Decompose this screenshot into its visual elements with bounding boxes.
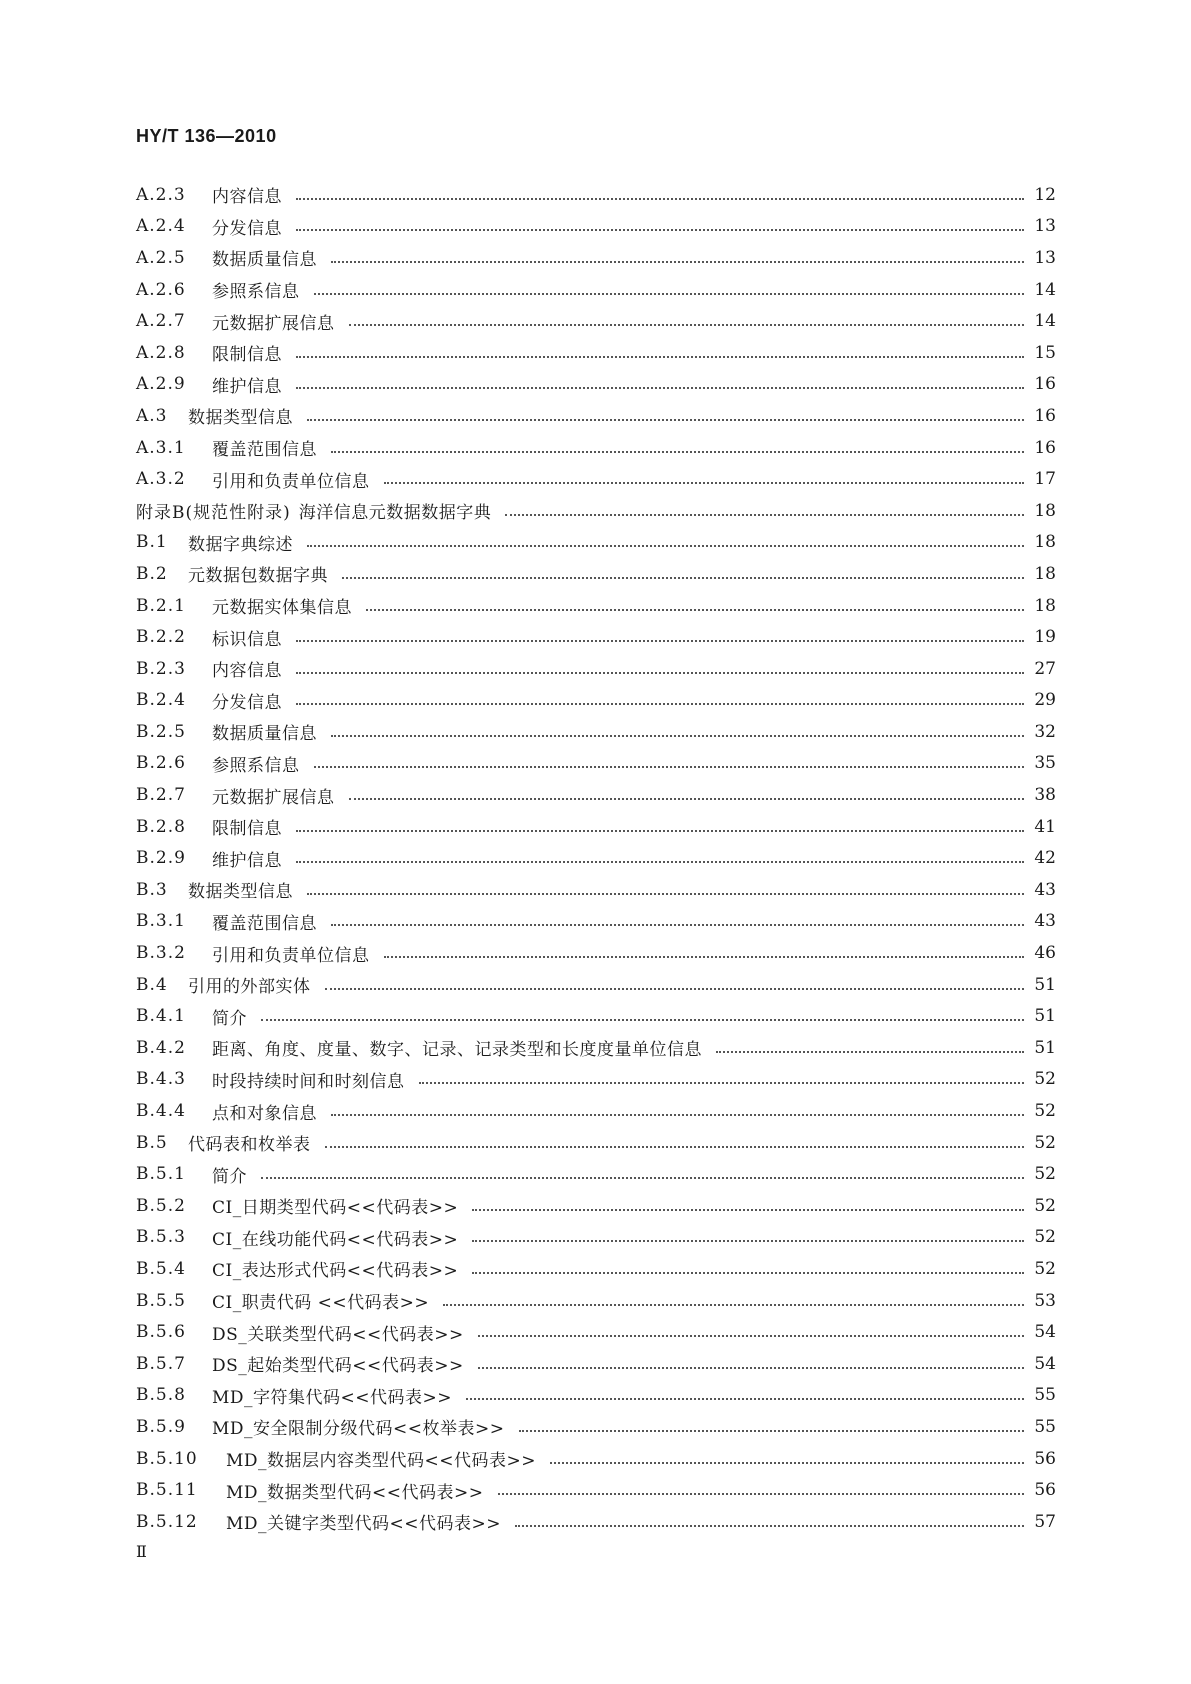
toc-leader-dots [307,545,1024,547]
toc-entry-title: MD_关键字类型代码<<代码表>> [226,1514,502,1535]
toc-entry-page: 14 [1034,311,1056,332]
toc-entry[interactable] [136,1285,1056,1317]
toc-entry[interactable] [136,811,1056,843]
toc-entry-number: B.5.8 [136,1385,186,1406]
toc-leader-dots [331,735,1024,737]
toc-leader-dots [519,1430,1024,1432]
toc-entry-number: B.2.9 [136,848,186,869]
page-header-standard-code: HY/T 136—2010 [136,126,277,146]
toc-leader-dots [716,1051,1024,1053]
toc-entry[interactable] [136,369,1056,401]
toc-entry-number: B.3.1 [136,911,186,932]
table-of-contents [136,179,1056,1538]
toc-entry-page: 43 [1034,879,1056,900]
toc-leader-dots [478,1367,1024,1369]
toc-entry-number: B.2.2 [136,627,186,648]
toc-leader-dots [498,1493,1024,1495]
toc-entry-title: MD_安全限制分级代码<<枚举表>> [212,1419,505,1440]
toc-leader-dots [478,1335,1024,1337]
toc-entry[interactable] [136,1222,1056,1254]
toc-entry-number: B.4.1 [136,1006,186,1027]
toc-entry-number: B.4.4 [136,1101,186,1122]
toc-entry-title: 参照系信息 [212,282,300,303]
toc-entry[interactable] [136,1000,1056,1032]
toc-entry[interactable] [136,716,1056,748]
toc-entry-page: 52 [1034,1069,1056,1090]
toc-leader-dots [261,1177,1024,1179]
toc-entry-page: 14 [1034,279,1056,300]
toc-entry-number: B.2.1 [136,595,186,616]
toc-entry-title: DS_关联类型代码<<代码表>> [212,1324,464,1345]
toc-leader-dots [296,387,1024,389]
toc-leader-dots [349,798,1025,800]
toc-entry-number: B.5.1 [136,1164,186,1185]
toc-entry-page: 16 [1034,405,1056,426]
toc-entry-title: 数据质量信息 [212,250,317,271]
toc-entry-title: 分发信息 [212,692,282,713]
toc-entry[interactable] [136,969,1056,1001]
toc-leader-dots [331,1114,1024,1116]
toc-leader-dots [307,419,1024,421]
toc-entry-page: 52 [1034,1164,1056,1185]
toc-entry-title: MD_字符集代码<<代码表>> [212,1387,453,1408]
toc-entry-number: B.5.2 [136,1195,186,1216]
toc-entry-number: A.2.8 [136,342,186,363]
toc-leader-dots [384,956,1025,958]
toc-entry-title: 参照系信息 [212,755,300,776]
toc-entry-number: A.2.5 [136,247,186,268]
toc-entry[interactable] [136,779,1056,811]
toc-entry-title: 元数据扩展信息 [212,313,335,334]
toc-entry[interactable] [136,1506,1056,1538]
toc-entry-page: 55 [1034,1416,1056,1437]
toc-entry-title: 覆盖范围信息 [212,440,317,461]
toc-leader-dots [472,1209,1024,1211]
toc-entry-page: 57 [1034,1511,1056,1532]
toc-entry-number: A.2.4 [136,216,186,237]
toc-entry-page: 17 [1034,469,1056,490]
toc-leader-dots [550,1462,1024,1464]
toc-entry-title: 简介 [212,1008,247,1029]
toc-entry-page: 53 [1034,1290,1056,1311]
toc-entry[interactable] [136,906,1056,938]
toc-leader-dots [384,482,1025,484]
toc-entry[interactable] [136,1411,1056,1443]
toc-leader-dots [466,1398,1024,1400]
toc-entry-title: 元数据扩展信息 [212,787,335,808]
toc-entry[interactable] [136,305,1056,337]
toc-entry-number: B.5.6 [136,1322,186,1343]
toc-entry-page: 46 [1034,943,1056,964]
toc-entry-title: 覆盖范围信息 [212,913,317,934]
toc-leader-dots [325,988,1025,990]
toc-leader-dots [472,1240,1024,1242]
toc-entry-number: B.2.7 [136,785,186,806]
toc-leader-dots [366,609,1024,611]
toc-entry-number: 附录B(规范性附录) [136,503,291,524]
toc-entry-page: 27 [1034,658,1056,679]
toc-entry-page: 42 [1034,848,1056,869]
toc-entry-page: 12 [1034,184,1056,205]
toc-entry-number: B.5.11 [136,1480,198,1501]
toc-leader-dots [296,640,1024,642]
toc-entry-number: A.2.3 [136,184,186,205]
toc-entry-number: B.5.3 [136,1227,186,1248]
toc-entry[interactable] [136,400,1056,432]
toc-entry-number: B.2.8 [136,816,186,837]
toc-entry[interactable] [136,590,1056,622]
toc-entry-title: CI_日期类型代码<<代码表>> [212,1198,459,1219]
toc-entry-title: 引用的外部实体 [188,977,311,998]
toc-entry[interactable] [136,495,1056,527]
toc-entry-number: B.5.9 [136,1416,186,1437]
toc-leader-dots [307,893,1024,895]
toc-entry-page: 29 [1034,690,1056,711]
toc-entry[interactable] [136,1443,1056,1475]
toc-entry-title: 代码表和枚举表 [188,1135,311,1156]
toc-entry[interactable] [136,211,1056,243]
toc-entry[interactable] [136,274,1056,306]
toc-entry-title: 分发信息 [212,218,282,239]
toc-entry-title: 简介 [212,1166,247,1187]
toc-leader-dots [296,672,1024,674]
toc-leader-dots [296,861,1024,863]
toc-entry-number: B.1 [136,532,168,553]
toc-leader-dots [314,766,1025,768]
toc-leader-dots [419,1082,1025,1084]
toc-entry-number: A.3.1 [136,437,186,458]
toc-entry-number: B.2.3 [136,658,186,679]
toc-entry-page: 52 [1034,1132,1056,1153]
toc-entry-page: 55 [1034,1385,1056,1406]
toc-leader-dots [296,703,1024,705]
toc-leader-dots [296,229,1024,231]
toc-entry-page: 56 [1034,1448,1056,1469]
toc-entry-number: B.5 [136,1132,168,1153]
toc-entry-number: B.5.12 [136,1511,198,1532]
page-number: Ⅱ [136,1542,147,1561]
toc-entry-title: 引用和负责单位信息 [212,945,370,966]
toc-entry-page: 38 [1034,785,1056,806]
toc-entry-number: B.2.4 [136,690,186,711]
toc-entry[interactable] [136,1158,1056,1190]
toc-entry-page: 35 [1034,753,1056,774]
toc-entry-page: 13 [1034,247,1056,268]
toc-entry[interactable] [136,558,1056,590]
toc-entry[interactable] [136,1032,1056,1064]
toc-entry-title: 内容信息 [212,661,282,682]
toc-entry-number: B.5.4 [136,1258,186,1279]
toc-entry-page: 51 [1034,1037,1056,1058]
toc-entry-number: A.3 [136,405,168,426]
toc-entry-number: B.4 [136,974,168,995]
toc-entry-title: 点和对象信息 [212,1103,317,1124]
toc-entry-title: CI_职责代码 <<代码表>> [212,1293,430,1314]
toc-entry-number: B.2.5 [136,721,186,742]
toc-entry[interactable] [136,1064,1056,1096]
toc-entry[interactable] [136,1316,1056,1348]
toc-entry[interactable] [136,527,1056,559]
toc-entry-number: B.4.2 [136,1037,186,1058]
toc-entry[interactable] [136,937,1056,969]
toc-entry[interactable] [136,1127,1056,1159]
toc-entry-title: 数据质量信息 [212,724,317,745]
toc-leader-dots [443,1304,1024,1306]
toc-leader-dots [515,1525,1024,1527]
toc-leader-dots [505,514,1024,516]
toc-entry-page: 51 [1034,974,1056,995]
toc-leader-dots [325,1146,1025,1148]
toc-entry-number: B.5.10 [136,1448,198,1469]
toc-entry-title: 距离、角度、度量、数字、记录、记录类型和长度度量单位信息 [212,1040,702,1061]
toc-entry[interactable] [136,337,1056,369]
toc-entry[interactable] [136,1253,1056,1285]
toc-entry-page: 18 [1034,500,1056,521]
toc-entry-page: 18 [1034,563,1056,584]
toc-entry-title: 元数据包数据字典 [188,566,328,587]
toc-entry-number: B.3.2 [136,943,186,964]
toc-entry[interactable] [136,1380,1056,1412]
toc-entry-number: B.5.7 [136,1353,186,1374]
toc-entry-page: 18 [1034,595,1056,616]
toc-entry-page: 56 [1034,1480,1056,1501]
toc-entry[interactable] [136,179,1056,211]
toc-entry-title: 数据字典综述 [188,534,293,555]
toc-entry-number: B.5.5 [136,1290,186,1311]
toc-entry-number: B.2 [136,563,168,584]
toc-leader-dots [296,356,1024,358]
toc-entry-page: 13 [1034,216,1056,237]
toc-entry-page: 51 [1034,1006,1056,1027]
toc-entry-title: 维护信息 [212,376,282,397]
toc-entry[interactable] [136,463,1056,495]
toc-entry-number: A.3.2 [136,469,186,490]
toc-leader-dots [331,261,1024,263]
toc-entry[interactable] [136,242,1056,274]
toc-entry-number: A.2.6 [136,279,186,300]
toc-entry-page: 41 [1034,816,1056,837]
toc-entry-page: 16 [1034,437,1056,458]
toc-entry-number: A.2.7 [136,311,186,332]
toc-entry[interactable] [136,1348,1056,1380]
toc-leader-dots [296,830,1024,832]
toc-entry[interactable] [136,653,1056,685]
toc-entry-title: MD_数据层内容类型代码<<代码表>> [226,1451,537,1472]
toc-entry-title: CI_表达形式代码<<代码表>> [212,1261,459,1282]
toc-entry-title: 内容信息 [212,187,282,208]
toc-entry[interactable] [136,432,1056,464]
toc-entry-page: 18 [1034,532,1056,553]
toc-entry[interactable] [136,748,1056,780]
toc-entry-title: 海洋信息元数据数据字典 [298,503,492,524]
toc-entry-title: 限制信息 [212,345,282,366]
toc-leader-dots [296,198,1024,200]
toc-entry-page: 54 [1034,1353,1056,1374]
toc-entry-title: 数据类型信息 [188,882,293,903]
toc-entry[interactable] [136,685,1056,717]
toc-entry[interactable] [136,621,1056,653]
toc-entry-page: 32 [1034,721,1056,742]
toc-entry-page: 52 [1034,1258,1056,1279]
toc-entry-page: 52 [1034,1195,1056,1216]
toc-leader-dots [331,924,1024,926]
toc-entry-number: B.3 [136,879,168,900]
toc-entry-title: 时段持续时间和时刻信息 [212,1071,405,1092]
toc-entry-number: B.2.6 [136,753,186,774]
toc-entry-number: B.4.3 [136,1069,186,1090]
toc-entry-title: 数据类型信息 [188,408,293,429]
toc-entry-page: 52 [1034,1101,1056,1122]
toc-entry-page: 54 [1034,1322,1056,1343]
toc-leader-dots [331,451,1024,453]
toc-entry[interactable] [136,874,1056,906]
toc-leader-dots [342,577,1024,579]
toc-entry[interactable] [136,1474,1056,1506]
toc-entry-title: MD_数据类型代码<<代码表>> [226,1482,484,1503]
toc-entry-number: A.2.9 [136,374,186,395]
toc-entry-title: 元数据实体集信息 [212,598,352,619]
toc-entry-title: CI_在线功能代码<<代码表>> [212,1229,459,1250]
toc-leader-dots [472,1272,1024,1274]
toc-entry-page: 52 [1034,1227,1056,1248]
toc-entry-page: 16 [1034,374,1056,395]
toc-entry[interactable] [136,842,1056,874]
toc-leader-dots [261,1019,1024,1021]
toc-entry-page: 19 [1034,627,1056,648]
toc-entry-title: DS_起始类型代码<<代码表>> [212,1356,464,1377]
toc-entry-page: 43 [1034,911,1056,932]
toc-entry-page: 15 [1034,342,1056,363]
toc-entry-title: 引用和负责单位信息 [212,471,370,492]
toc-leader-dots [349,324,1025,326]
toc-entry-title: 标识信息 [212,629,282,650]
toc-entry[interactable] [136,1190,1056,1222]
toc-leader-dots [314,293,1025,295]
toc-entry-title: 限制信息 [212,819,282,840]
toc-entry-title: 维护信息 [212,850,282,871]
toc-entry[interactable] [136,1095,1056,1127]
